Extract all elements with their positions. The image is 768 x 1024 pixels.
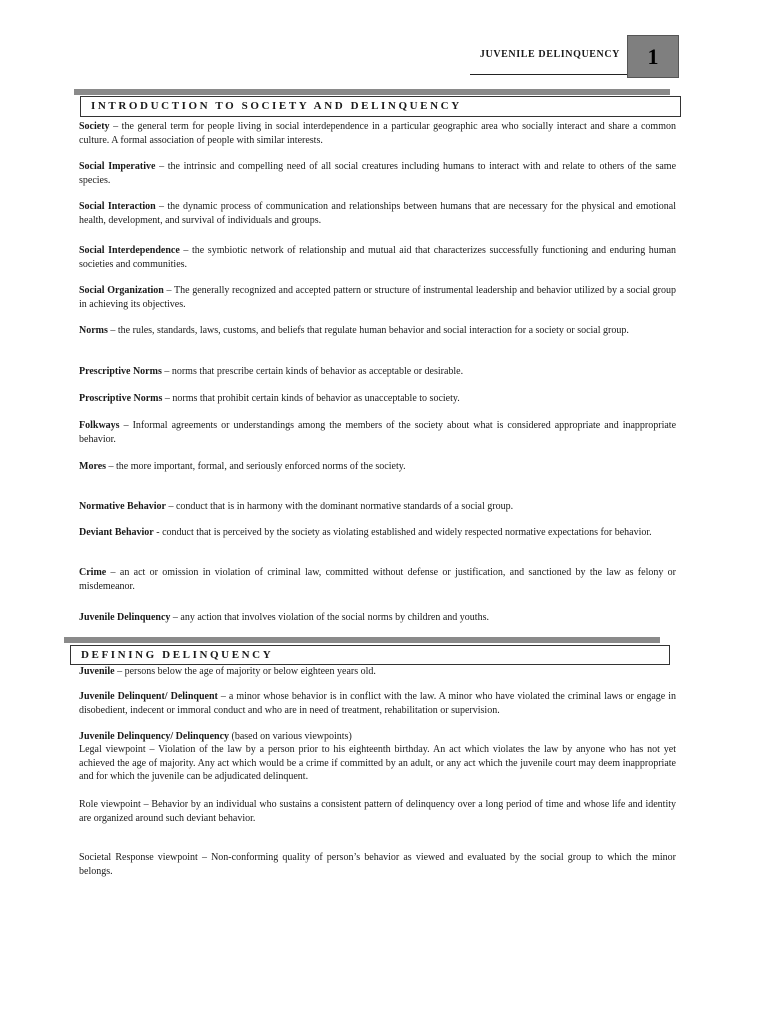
definition-entry: Proscriptive Norms – norms that prohibit certain kinds of behavior as unacceptable to society. <box>79 393 460 404</box>
definition-text: conduct that is in harmony with the dominant normative standards of a social group. <box>175 501 514 512</box>
definition-term: Juvenile Delinquency <box>79 612 171 623</box>
viewpoint-text: Role viewpoint – Behavior by an individual who sustains a consistent pattern of delinquency over a long period of time and whose life and identity are organized around such deviant behavior. <box>79 799 676 824</box>
definition-term: Juvenile Delinquent/ Delinquent <box>79 691 218 702</box>
definition-text: Informal agreements or understandings among the members of the society about what is considered appropriate and inappropriate behavior. <box>79 420 677 445</box>
definition-term: Social Interaction <box>79 201 156 212</box>
definition-entry: Juvenile – persons below the age of majority or below eighteen years old. <box>79 666 376 677</box>
definition-text: norms that prescribe certain kinds of behavior as acceptable or desirable. <box>171 366 464 377</box>
viewpoint-paragraph <box>79 743 676 784</box>
definition-entry: Society – the general term for people living in social interdependence in a particular geographic area who socially interact and share a common culture. A formal association of people with similar interests. <box>79 121 676 146</box>
definition-text: persons below the age of majority or below eighteen years old. <box>124 666 376 677</box>
page-number: 1 <box>627 35 679 78</box>
definition-text: the intrinsic and compelling need of all social creatures including humans to interact with and relate to others of the same species. <box>79 161 677 186</box>
definition-entry: Mores – the more important, formal, and seriously enforced norms of the society. <box>79 461 406 472</box>
definition-term: Normative Behavior <box>79 501 166 512</box>
header-divider <box>470 74 627 75</box>
section-heading: DEFINING DELINQUENCY <box>70 645 670 665</box>
definition-entry: Social Organization – The generally recognized and accepted pattern or structure of instrumental leadership and behavior utilized by a social group in achieving its objectives. <box>79 285 676 310</box>
definition-entry: Normative Behavior – conduct that is in harmony with the dominant normative standards of a social group. <box>79 501 514 512</box>
definition-entry: Norms – the rules, standards, laws, customs, and beliefs that regulate human behavior and social interaction for a society or social group. <box>79 325 629 336</box>
definition-term: Mores <box>79 461 107 472</box>
definition-text: the general term for people living in social interdependence in a particular geographic area who socially interact and share a common culture. A formal association of people with similar interests. <box>79 121 676 146</box>
definition-text: the symbiotic network of relationship and mutual aid that characterizes successfully functioning and enduring human societies and communities. <box>79 245 677 270</box>
definition-text: norms that prohibit certain kinds of behavior as unacceptable to society. <box>172 393 460 404</box>
definition-entry: Juvenile Delinquent/ Delinquent – a minor whose behavior is in conflict with the law. A minor who have violated the criminal laws or engage in disobedient, indecent or immoral conduct and who are in need of treatment, rehabilitation or supervision. <box>79 691 676 716</box>
viewpoint-paragraph <box>79 851 676 878</box>
definition-term: Social Organization <box>79 285 164 296</box>
section-heading: INTRODUCTION TO SOCIETY AND DELINQUENCY <box>80 96 681 117</box>
definition-term: Norms <box>79 325 108 336</box>
definition-text: conduct that is perceived by the society as violating established and widely respected normative expectations for behavior. <box>162 527 652 538</box>
definition-entry <box>79 730 676 744</box>
definition-term: Society <box>79 121 110 132</box>
definition-text: an act or omission in violation of criminal law, committed without defense or justification, and sanctioned by the law as felony or misdemeanor. <box>79 567 677 592</box>
definition-text: (based on various viewpoints) <box>231 731 352 742</box>
definition-term: Juvenile <box>79 666 115 677</box>
definition-entry: Social Imperative – the intrinsic and compelling need of all social creatures including humans to interact with and relate to others of the same species. <box>79 161 677 186</box>
definition-entry: Social Interdependence – the symbiotic network of relationship and mutual aid that characterizes successfully functioning and enduring human societies and communities. <box>79 245 677 270</box>
definition-text: any action that involves violation of the social norms by children and youths. <box>180 612 489 623</box>
definition-entry: Folkways – Informal agreements or understandings among the members of the society about what is considered appropriate and inappropriate behavior. <box>79 420 677 445</box>
definition-text: the dynamic process of communication and relationships between humans that are necessary for the physical and emotional health, development, and survival of individuals and groups. <box>79 201 676 226</box>
definition-text: the rules, standards, laws, customs, and beliefs that regulate human behavior and social interaction for a society or social group. <box>117 325 629 336</box>
definition-term: Social Imperative <box>79 161 156 172</box>
document-title: JUVENILE DELINQUENCY <box>479 49 620 60</box>
definition-text: the more important, formal, and seriously enforced norms of the society. <box>116 461 406 472</box>
definition-term: Social Interdependence <box>79 245 180 256</box>
definition-entry: Deviant Behavior - conduct that is perceived by the society as violating established and widely respected normative expectations for behavior. <box>79 527 652 538</box>
definition-term: Folkways <box>79 420 120 431</box>
definition-text: a minor whose behavior is in conflict with the law. A minor who have violated the criminal laws or engage in disobedient, indecent or immoral conduct and who are in need of treatment, rehabilitation or supervision. <box>79 691 676 716</box>
definition-text: The generally recognized and accepted pattern or structure of instrumental leadership and behavior utilized by a social group in achieving its objectives. <box>79 285 676 310</box>
section-heading-shade <box>64 637 660 643</box>
viewpoint-text: Societal Response viewpoint – Non-conforming quality of person’s behavior as viewed and evaluated by the social group to which the minor belongs. <box>79 852 676 877</box>
definition-term: Juvenile Delinquency/ Delinquency <box>79 731 230 742</box>
definition-term: Prescriptive Norms <box>79 366 162 377</box>
definition-term: Proscriptive Norms <box>79 393 163 404</box>
definition-entry: Prescriptive Norms – norms that prescribe certain kinds of behavior as acceptable or desirable. <box>79 366 464 377</box>
section-heading-shade <box>74 89 670 95</box>
definition-entry: Social Interaction – the dynamic process of communication and relationships between humans that are necessary for the physical and emotional health, development, and survival of individuals and groups. <box>79 201 676 226</box>
definition-entry: Juvenile Delinquency – any action that involves violation of the social norms by children and youths. <box>79 612 489 623</box>
definition-term: Crime <box>79 567 107 578</box>
definition-term: Deviant Behavior <box>79 527 154 538</box>
viewpoint-text: Legal viewpoint – Violation of the law by a person prior to his eighteenth birthday. An act which violates the law by anyone who has not yet achieved the age of majority. Any act which would be a crime if committed by an adult, or any act which the juvenile court may deem inappropriate and for which the juvenile can be adjudicated delinquent. <box>79 744 676 783</box>
definition-entry: Crime – an act or omission in violation of criminal law, committed without defense or justification, and sanctioned by the law as felony or misdemeanor. <box>79 567 677 592</box>
viewpoint-paragraph <box>79 798 676 825</box>
